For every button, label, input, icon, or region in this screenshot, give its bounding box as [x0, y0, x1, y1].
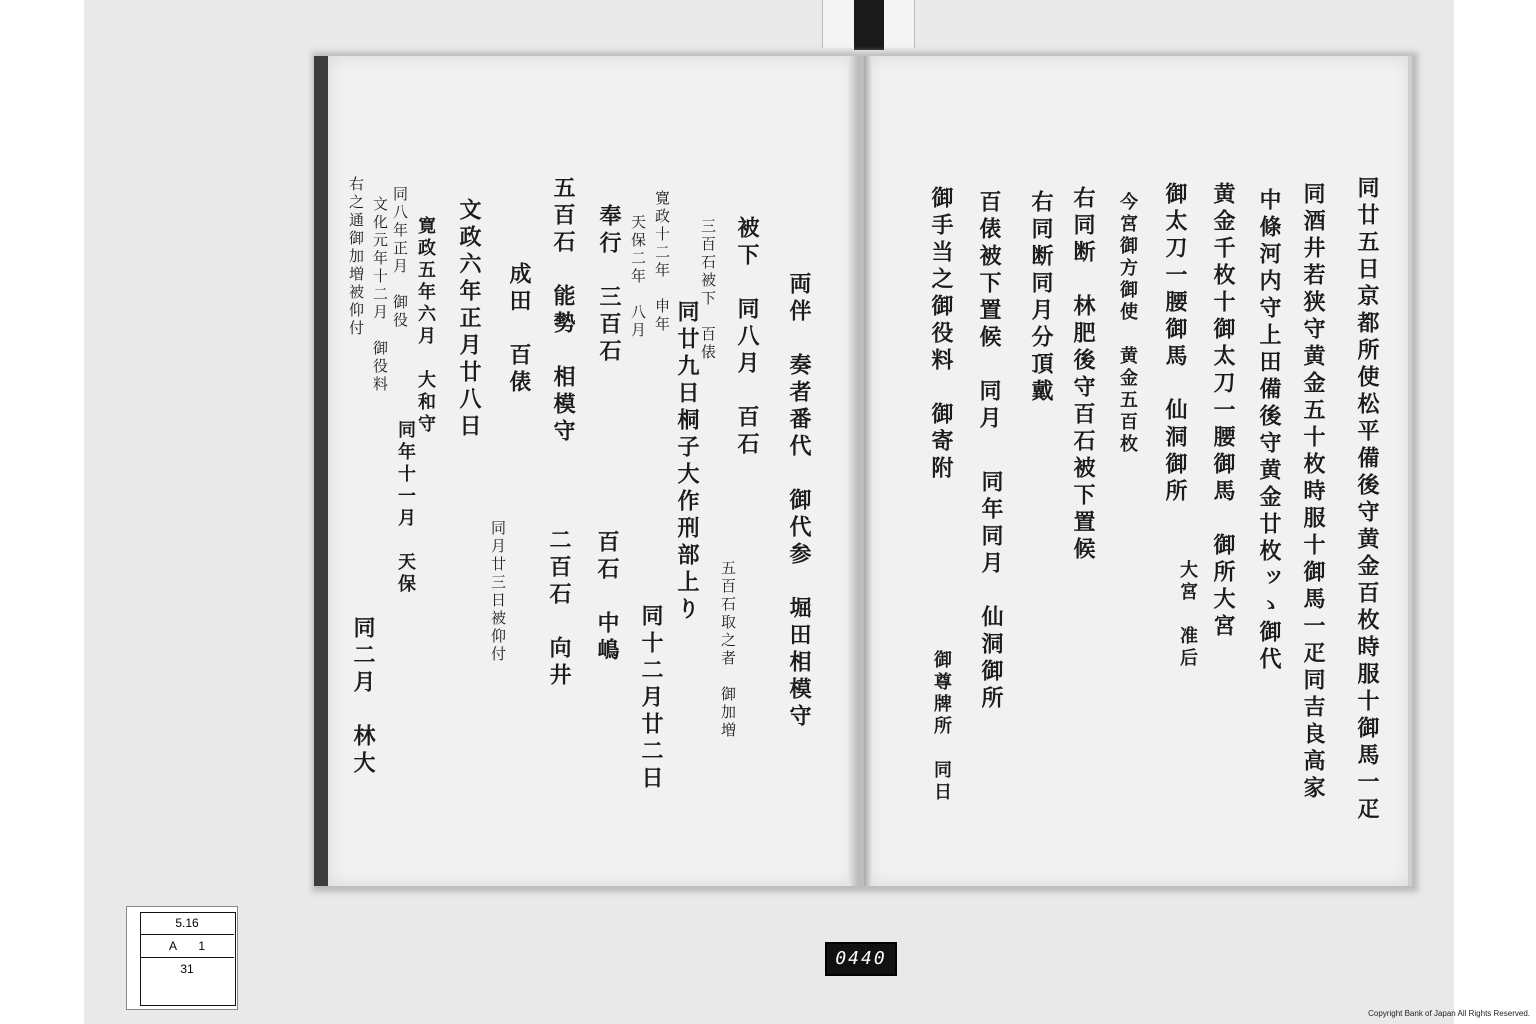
left-page-column: 百石 中嶋: [594, 530, 620, 665]
right-page-column: 同年同月 仙洞御所: [978, 470, 1004, 713]
left-page-note: 同八年正月 御役: [391, 186, 409, 330]
right-page-edge: [1408, 56, 1412, 886]
left-page-gutter: [848, 56, 858, 886]
left-page-column: 同十二月廿二日: [638, 604, 664, 793]
label-series-number: 1: [198, 939, 206, 953]
right-page-column: 黄金千枚十御太刀一腰御馬 御所大宮: [1210, 182, 1236, 641]
right-page-column: 御尊牌所 同日: [931, 650, 952, 804]
copyright-notice: Copyright Bank of Japan All Rights Reserved.: [1368, 1009, 1530, 1018]
left-page-note: 五百石取之者 御加増: [719, 560, 737, 740]
right-page-column: 今宮御方御使 黄金五百枚: [1117, 192, 1138, 456]
label-volume: 31: [180, 962, 194, 976]
frame-number: 0440: [825, 942, 897, 976]
left-page-column: 二百石 向井: [546, 528, 572, 690]
right-page-column: 百俵被下置候 同月: [976, 190, 1002, 433]
book-cover-edge: [314, 56, 328, 886]
binding-tab-right: [884, 0, 915, 48]
right-page-column: 同酒井若狭守黄金五十枚時服十御馬一疋同吉良高家: [1300, 182, 1326, 803]
left-page-column: 同年十一月 天保: [395, 420, 416, 596]
label-series-letter: A: [168, 939, 177, 953]
left-page-column: 同二月 林大: [350, 616, 376, 778]
right-page-gutter: [864, 56, 872, 886]
right-page-column: 御太刀一腰御馬 仙洞御所: [1162, 182, 1188, 506]
left-page-column: 文政六年正月廿八日: [456, 198, 482, 441]
left-page-note: 三百石被下 百俵: [699, 218, 717, 362]
label-series: [140, 935, 234, 958]
binding-tab-left: [822, 0, 855, 48]
left-page-column: 両伴 奏者番代 御代参 堀田相模守: [786, 272, 812, 731]
left-page-note: 右之通御加増被仰付: [347, 176, 365, 338]
left-page-column: 成田 百俵: [506, 262, 532, 397]
right-page-column: 御手当之御役料 御寄附: [928, 186, 954, 483]
left-page-note: 文化元年十二月 御役料: [371, 196, 389, 394]
left-page-column: 同廿九日桐子大作刑部上り: [674, 300, 700, 624]
binding-strip: [854, 0, 884, 50]
left-page-column: 被下 同八月 百石: [734, 216, 760, 459]
label-classification: 5.16: [140, 912, 234, 935]
left-page-column: 奉行 三百石: [596, 204, 622, 366]
right-page-column: 大宮 准后: [1177, 560, 1198, 670]
right-page-column: 中條河内守上田備後守黄金廿枚ッゝ御代: [1256, 188, 1282, 674]
right-page-column: 同廿五日京都所使松平備後守黄金百枚時服十御馬一疋: [1354, 176, 1380, 824]
left-page-column: 五百石 能勢 相模守: [550, 176, 576, 446]
left-page-note: 同月廿三日被仰付: [489, 520, 507, 664]
left-page-note: 天保二年 八月: [629, 214, 647, 340]
right-page-column: 右同断同月分頂戴: [1028, 190, 1054, 406]
left-page-column: 寛政五年六月 大和守: [415, 216, 436, 436]
right-page-column: 右同断 林肥後守百石被下置候: [1070, 186, 1096, 564]
left-page-note: 寛政十二年 申年: [653, 190, 671, 334]
